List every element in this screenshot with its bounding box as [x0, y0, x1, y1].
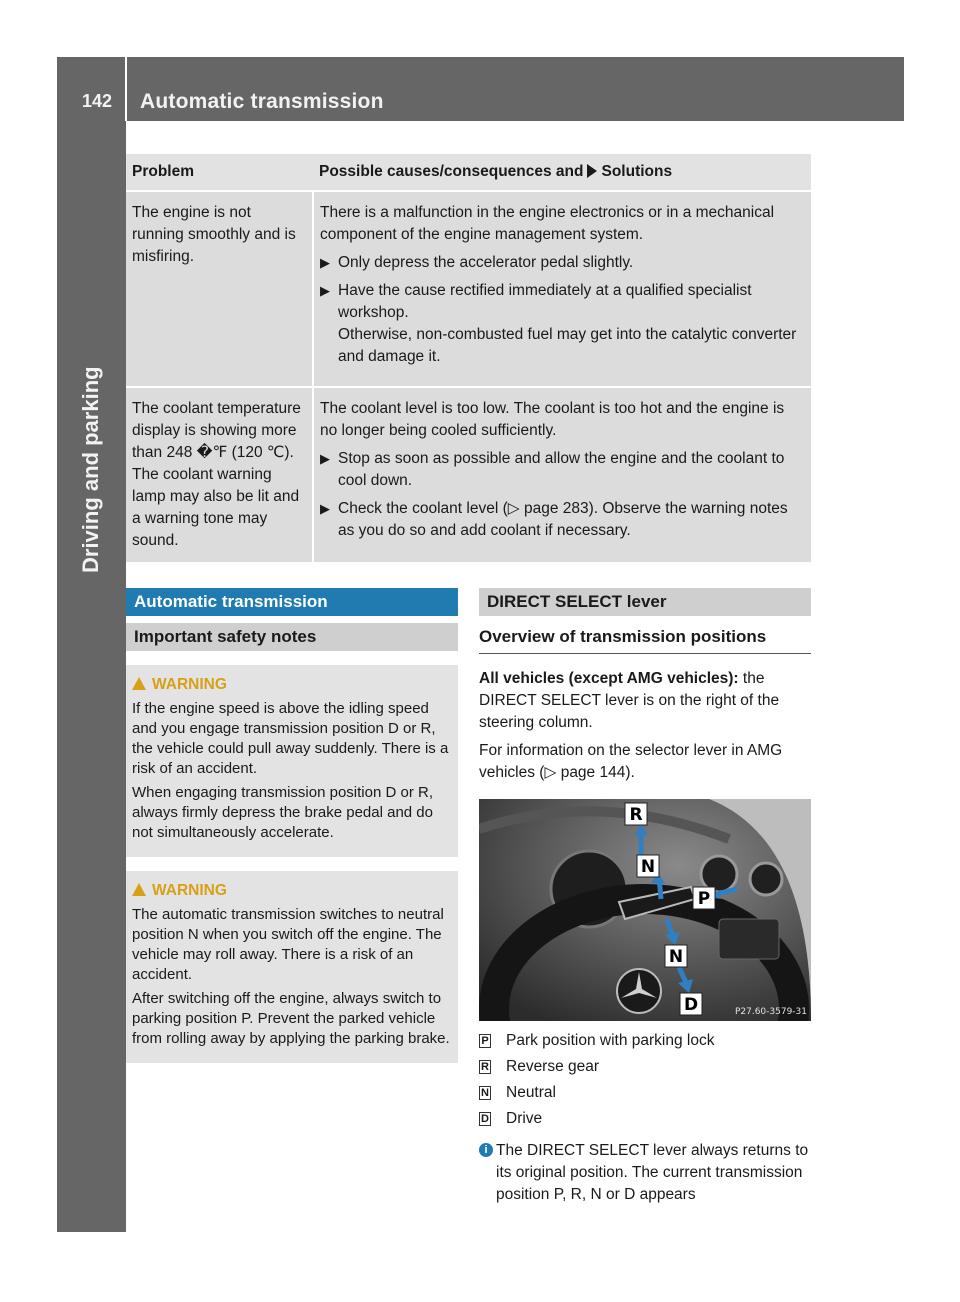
problem-cell: The coolant temperature display is showing more than 248 �℉ (120 ℃). The coolant warning lamp may also be lit and a warning tone may sound. — [126, 387, 313, 562]
warning-text: If the engine speed is above the idling speed and you engage transmission position D or R, the vehicle could pull away suddenly. There is a risk of an accident. — [132, 700, 449, 777]
warning-text: After switching off the engine, always switch to parking position P. Prevent the parked vehicle from rolling away by applying the parking brake. — [132, 990, 450, 1047]
info-note — [479, 1140, 811, 1206]
svg-text:R: R — [629, 805, 643, 825]
list-item: P Park position with parking lock — [479, 1028, 811, 1054]
section-title: Automatic transmission — [126, 588, 458, 616]
paragraph: All vehicles (except AMG vehicles): the DIRECT SELECT lever is on the right of the steering column. — [479, 670, 780, 731]
section-heading: Overview of transmission positions — [479, 627, 811, 654]
neutral-symbol-icon: N — [479, 1086, 491, 1100]
action-arrow-icon: ▶ — [320, 451, 330, 466]
warning-heading: WARNING — [132, 881, 450, 901]
action-arrow-icon: ▶ — [320, 283, 330, 298]
park-symbol-icon: P — [479, 1034, 491, 1048]
info-icon: i — [479, 1143, 493, 1157]
action-arrow-icon: ▶ — [320, 501, 330, 516]
action-note: Otherwise, non-combusted fuel may get into the catalytic converter and damage it. — [338, 326, 797, 365]
warning-box — [126, 871, 458, 1063]
warning-box — [126, 665, 458, 857]
paragraph: For information on the selector lever in AMG vehicles (▷ page 144). — [479, 742, 783, 781]
selector-lever-photo — [479, 799, 811, 1021]
legend-list — [479, 1028, 811, 1132]
action-step: ▶ Have the cause rectified immediately at a qualified specialist workshop. Otherwise, non-combusted fuel may get into the catalytic converter and damage it. — [320, 282, 797, 365]
cause-text: There is a malfunction in the engine electronics or in a mechanical component of the engine management system. — [320, 204, 775, 243]
side-tab-label: Driving and parking — [78, 366, 103, 573]
list-item: D Drive — [479, 1106, 811, 1132]
page-header — [57, 57, 904, 121]
list-item: R Reverse gear — [479, 1054, 811, 1080]
action-step: ▶ Only depress the accelerator pedal slightly. — [320, 252, 805, 274]
action-arrow-icon: ▶ — [320, 255, 330, 270]
svg-text:P: P — [697, 889, 711, 909]
cockpit-illustration — [479, 799, 811, 1021]
list-item: N Neutral — [479, 1080, 811, 1106]
side-tab — [57, 121, 126, 1232]
action-step: ▶ Stop as soon as possible and allow the engine and the coolant to cool down. — [320, 450, 785, 489]
solution-cell — [313, 387, 811, 562]
cause-text: The coolant level is too low. The coolant is too hot and the engine is no longer being cooled sufficiently. — [320, 400, 785, 439]
page-number: 142 — [82, 91, 113, 111]
section-title: DIRECT SELECT lever — [479, 588, 811, 616]
table-header-problem: Problem — [126, 154, 313, 191]
action-step: ▶ Check the coolant level (▷ page 283). Observe the warning notes as you do so and add coolant if necessary. — [320, 500, 788, 539]
problem-cell: The engine is not running smoothly and is misfiring. — [126, 191, 313, 387]
troubleshooting-table — [126, 154, 811, 562]
svg-text:N: N — [640, 857, 656, 877]
table-row — [126, 387, 811, 562]
reverse-symbol-icon: R — [479, 1060, 491, 1074]
subsection-title: Important safety notes — [126, 623, 458, 651]
header-divider — [125, 57, 127, 121]
drive-symbol-icon: D — [479, 1112, 491, 1126]
warning-text: When engaging transmission position D or R, always firmly depress the brake pedal and do not simultaneously accelerate. — [132, 784, 433, 841]
svg-text:D: D — [683, 995, 699, 1015]
warning-heading: WARNING — [132, 675, 450, 695]
info-text: The DIRECT SELECT lever always returns to its original position. The current transmission position P, R, N or D appears — [496, 1142, 809, 1203]
warning-text: The automatic transmission switches to neutral position N when you switch off the engine. The vehicle may roll away. There is a risk of an accident. — [132, 906, 444, 983]
left-column — [126, 588, 458, 1063]
warning-triangle-icon — [132, 883, 146, 896]
svg-text:N: N — [668, 947, 684, 967]
warning-triangle-icon — [132, 677, 146, 690]
page-title: Automatic transmission — [140, 90, 384, 113]
action-arrow-icon — [587, 164, 597, 178]
right-column — [479, 588, 811, 1206]
solution-cell — [313, 191, 811, 387]
table-row — [126, 191, 811, 387]
photo-code: P27.60-3579-31 — [734, 1007, 807, 1017]
table-header-solutions: Possible causes/consequences and Solutions — [313, 154, 811, 191]
